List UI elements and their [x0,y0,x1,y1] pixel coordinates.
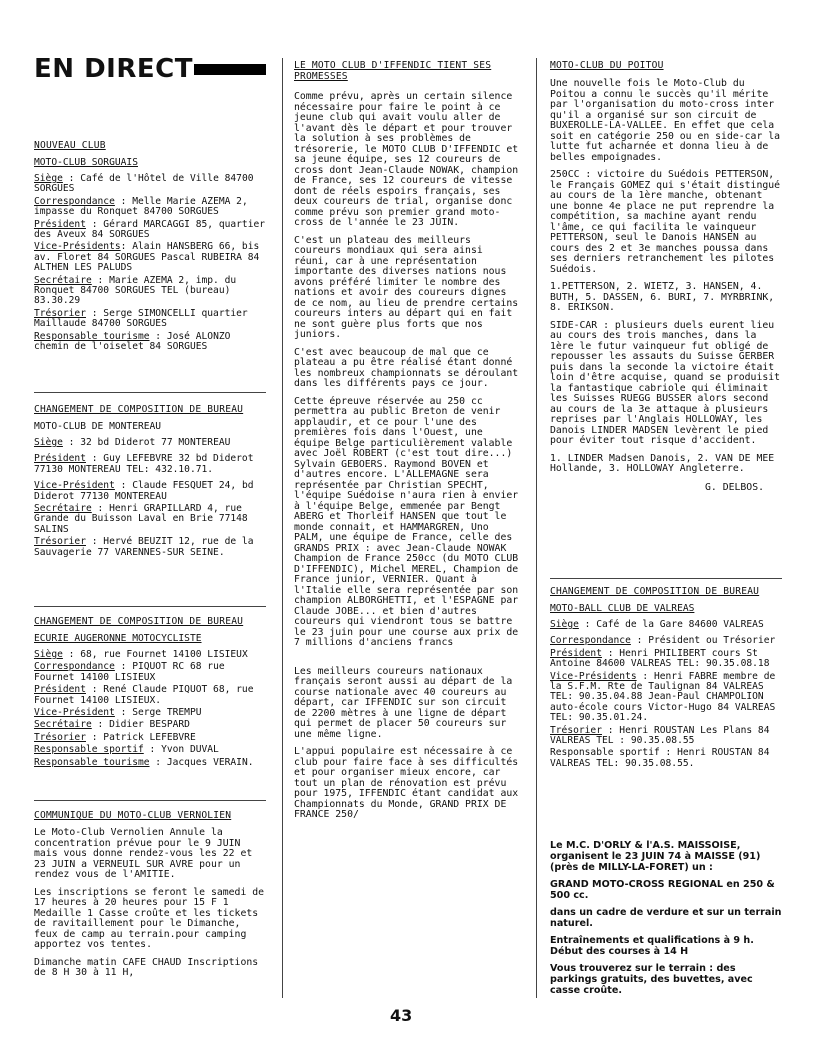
entry: Correspondance : PIQUOT RC 68 rue Fournet 14100 LISIEUX [34,661,225,683]
club-name: ECURIE AUGERONNE MOTOCYCLISTE [34,633,202,644]
entry: Vice-Présidents : Henri FABRE membre de la S.F.M. Rte de Taulignan 84 VALREAS TEL: 90.35.04.88 Jean-Paul CHAMPOLION auto-école cours Victor-Hugo 84 VALREAS TEL: 90.35.01.24. [550,670,776,724]
masthead-title: EN DIRECT [34,54,193,84]
entry: Correspondance : Melle Marie AZEMA 2, impasse du Ronquet 84700 SORGUES [34,195,248,218]
masthead-bar [194,64,266,75]
paragraph: 1.PETTERSON, 2. WIETZ, 3. HANSEN, 4. BUTH, 5. DASSEN, 6. BURI, 7. MYRBRINK, 8. ERIKSON. [550,281,775,313]
section-valreas [550,586,782,769]
announcement-line: GRAND MOTO-CROSS REGIONAL en 250 & 500 cc. [550,879,775,901]
entry: Trésorier : Patrick LEFEBVRE [34,731,196,743]
entry: Président : Guy LEFEBVRE 32 bd Diderot 77130 MONTEREAU TEL: 432.10.71. [34,453,254,475]
section-heading: CHANGEMENT DE COMPOSITION DE BUREAU [34,616,244,627]
paragraph: Le Moto-Club Vernolien Annule la concentration prévue pour le 9 JUIN mais vous donne rendez-vous les 22 et 23 JUIN a VERNEUIL SUR AVRE pour un rendez vous de l'AMITIE. [34,827,253,880]
entry: Correspondance : Président ou Trésorier [550,635,776,647]
paragraph: L'appui populaire est nécessaire à ce club pour faire face à ses difficultés et pour organiser mieux encore, car tout un plan de rénovation est prévu pour 1975, IFFENDIC étant candidat aux Championnats du Monde, GRAND PRIX DE FRANCE 250/ [294,746,519,820]
masthead [34,52,266,88]
entry: Président : Gérard MARCAGGI 85, quartier des Aveux 84 SORGUES [34,218,266,241]
entry: Trésorier : Serge SIMONCELLI quartier Maillaude 84700 SORGUES [34,307,248,330]
section-heading: NOUVEAU CLUB [34,140,106,151]
club-name: MOTO-BALL CLUB DE VALREAS [550,603,695,614]
entry: Siège : Café de l'Hôtel de Ville 84700 SORGUES [34,173,254,195]
paragraph: C'est avec beaucoup de mal que ce plateau a pu être réalisé étant donné les nombreux championnats se déroulant dans les différents pays ce jour. [294,346,519,389]
divider [34,800,266,801]
page-number: 43 [390,1006,413,1025]
paragraph: SIDE-CAR : plusieurs duels eurent lieu au cours des trois manches, dans la 1ère le futur vainqueur fut obligé de repousser les assauts du Suisse GERBER puis dans la seconde la victoire était loin d'être acquise, quand se produisit la fantastique cabriole qui éliminait les Suisses RUEGG BUSSER alors second au cours de la 3e attaque à plusieurs reprises par l'Anglais HOLLOWAY, les Danois LINDER MADSEN levèrent le pied pour éviter tout risque d'accident. [550,319,781,446]
section-augeronne [34,616,266,768]
section-nouveau-club [34,140,266,353]
event-announcement [550,834,782,996]
entry: Président : Henri PHILIBERT cours St Antoine 84600 VALREAS TEL: 90.35.08.18 [550,647,770,670]
paragraph: Les inscriptions se feront le samedi de 17 heures à 20 heures pour 15 F 1 Medaille 1 Casse croûte et les tickets de ravitaillement pour le Dimanche, feux de camp au terrain.pour camping apportez vos tentes. [34,886,265,950]
entry: Vice-Président : Claude FESQUET 24, bd Diderot 77130 MONTEREAU [34,480,254,502]
article-heading: MOTO-CLUB DU POITOU [550,60,664,71]
entry: Trésorier : Hervé BEUZIT 12, rue de la Sauvagerie 77 VARENNES-SUR SEINE. [34,536,254,558]
entry: Vice-Présidents: Alain HANSBERG 66, bis av. Floret 84 SORGUES Pascal RUBEIRA 84 ALTHEN LES PALUDS [34,241,260,274]
section-heading: CHANGEMENT DE COMPOSITION DE BUREAU [550,586,760,597]
entry: Responsable sportif : Henri ROUSTAN 84 VALREAS TEL: 90.35.08.55. [550,747,770,769]
announcement-line: Le M.C. D'ORLY & l'A.S. MAISSOISE, organisent le 23 JUIN 74 à MAISSE (91) (près de MILLY-LA-FORET) un : [550,840,761,873]
entry: Responsable tourisme : José ALONZO chemin de l'oiselet 84 SORGUES [34,330,231,353]
paragraph: Comme prévu, après un certain silence nécessaire pour faire le point à ce jeune club qui avait voulu aller de l'avant dès le départ et pour trouver la solution à ses problèmes de trésorerie, le MOTO CLUB D'IFFENDIC et sa jeune équipe, ses 12 coureurs de cross dont Jean-Claude NOWAK, champion de France, ses 12 coureurs de vitesse dont de réels espoirs français, ses deux coureurs de trial, organise donc comme prévu son premier grand moto-cross de l'année le 23 JUIN. [294,91,519,228]
club-name: MOTO-CLUB SORGUAIS [34,157,138,168]
entry: Secrétaire : Henri GRAPILLARD 4, rue Grande du Buisson Laval en Brie 77148 SALINS [34,503,248,535]
entry: Vice-Président : Serge TREMPU [34,707,202,719]
announcement-line: Entraînements et qualifications à 9 h. Début des courses à 14 H [550,935,754,957]
divider [34,606,266,607]
entry: Secrétaire : Didier BESPARD [34,719,190,731]
entry: Siège : Café de la Gare 84600 VALREAS [550,619,764,630]
entry: Siège : 68, rue Fournet 14100 LISIEUX [34,649,248,660]
paragraph: Les meilleurs coureurs nationaux français seront aussi au départ de la course nationale avec 40 coureurs au départ, car IFFENDIC sur son circuit de 2200 mètres à une ligne de départ qui permet de placer 50 coureurs sur une même ligne. [294,665,513,740]
entry: Trésorier : Henri ROUSTAN Les Plans 84 VALREAS TEL : 90.35.08.55 [550,724,770,747]
article-poitou [550,60,782,493]
announcement-line: dans un cadre de verdure et sur un terrain naturel. [550,907,782,929]
section-heading: COMMUNIQUE DU MOTO-CLUB VERNOLIEN [34,810,232,821]
entry: Secrétaire : Marie AZEMA 2, imp. du Ronquet 84700 SORGUES TEL (bureau) 83.30.29 [34,274,237,307]
paragraph: Cette épreuve réservée au 250 cc permettra au public Breton de venir applaudir, et ce pour l'une des premières fois dans l'Ouest, une équipe Belge particulièrement valable avec Joël ROBERT (c'est tout dire...) Sylvain GEBOERS. Raymond BOVEN et d'autres encore. L'ALLEMAGNE sera représentée par Christian SPECHT, l'équipe Suédoise n'aura rien à envier à l'équipe Belge, emmenée par Bengt ABERG et Thorleif HANSEN que tout le monde connait, et HAMMARGREN, Uno PALM, une équipe de France, celle des GRANDS PRIX : avec Jean-Claude NOWAK Champion de France 250cc (du MOTO CLUB D'IFFENDIC), Michel MEREL, Champion de France junior, VERNIER. Quant à l'Italie elle sera représentée par son champion ALBORGHETTI, et l'ESPAGNE par Claude JOBE... et bien d'autres coureurs qui viendront tous se battre le 23 juin pour une course aux prix de 7 millions d'anciens francs [294,395,519,648]
entry: Responsable sportif : Yvon DUVAL [34,744,219,756]
entry: Siège : 32 bd Diderot 77 MONTEREAU [34,437,231,448]
paragraph: Dimanche matin CAFE CHAUD Inscriptions de 8 H 30 à 11 H, [34,956,259,978]
announcement-line: Vous trouverez sur le terrain : des parkings gratuits, des buvettes, avec casse croûte. [550,963,753,996]
section-montereau [34,404,266,558]
paragraph: C'est un plateau des meilleurs coureurs mondiaux qui sera ainsi réuni, car à une représentation importante des diverses nations nous avons préféré limiter le nombre des nations et avoir des coureurs dignes de ce nom, au lieu de prendre certains coureurs inters au départ qui en fait ne sont guère plus forts que nos juniors. [294,234,519,340]
section-heading: CHANGEMENT DE COMPOSITION DE BUREAU [34,404,244,415]
entry: Président : René Claude PIQUOT 68, rue Fournet 14100 LISIEUX. [34,684,254,706]
paragraph: 1. LINDER Madsen Danois, 2. VAN DE MEE Hollande, 3. HOLLOWAY Angleterre. [550,452,775,474]
divider [34,392,266,393]
article-heading: LE MOTO CLUB D'IFFENDIC TIENT SES PROMESSES [294,60,492,82]
entry: Responsable tourisme : Jacques VERAIN. [34,756,254,768]
divider [550,578,782,579]
article-iffendic [294,60,520,821]
club-name: MOTO-CLUB DE MONTEREAU [34,421,162,432]
column-divider [282,58,283,998]
paragraph: Une nouvelle fois le Moto-Club du Poitou a connu le succès qu'il mérite par l'organisation du moto-cross inter qu'il a organisé sur son circuit de BUXEROLLE-LA-VALLEE. En effet que cela soit en catégorie 250 ou en side-car la lutte fut acharnée et donna lieu à de belles empoignades. [550,78,781,163]
section-vernolien [34,810,266,979]
paragraph: 250CC : victoire du Suédois PETTERSON, le Français GOMEZ qui s'était distingué au cours de la 1ère manche, obtenant une bonne 4e place ne put reprendre la compétition, sa machine ayant rendu l'âme, ce qui facilita le vainqueur PETTERSON, seul le Danois HANSEN au cours des 2 et 3e manches poussa dans ses derniers retranchement les pilotes Suédois. [550,169,781,275]
column-divider [536,58,537,998]
signature: G. DELBOS. [705,481,764,493]
